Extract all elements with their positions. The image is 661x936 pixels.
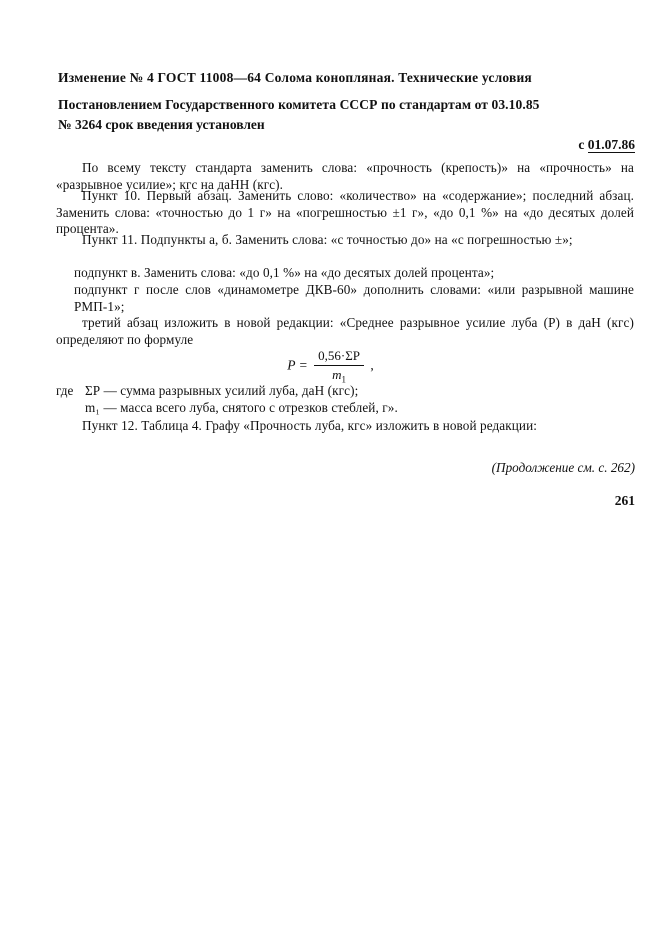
paragraph-6: третий абзац изложить в новой редакции: «Среднее разрывное усилие луба (Р) в даН (кгс) определяют по формуле (56, 315, 634, 347)
effective-date-prefix: с (578, 137, 585, 152)
formula-numerator: 0,56·ΣP (314, 348, 364, 366)
paragraph-2: Пункт 10. Первый абзац. Заменить слово: «количество» на «содержание»; последний абзац. Заменить слова: «точностью до 1 г» на «погрешностью ±1 г», «до 0,1 %» на «до десятых долей процента». (56, 188, 634, 237)
formula-denominator (314, 366, 364, 385)
definition-2: m₁ — масса всего луба, снятого с отрезков стеблей, г». (85, 400, 398, 415)
document-subtitle-line-2: № 3264 срок введения установлен (58, 117, 265, 132)
formula-denominator-subscript: 1 (341, 374, 346, 385)
paragraph-4: подпункт в. Заменить слова: «до 0,1 %» на «до десятых долей процента»; (74, 265, 495, 280)
effective-date-value: 01.07.86 (587, 137, 635, 152)
where-label: где (56, 383, 74, 398)
closing-paragraph: Пункт 12. Таблица 4. Графу «Прочность луба, кгс» изложить в новой редакции: (82, 418, 538, 433)
document-subtitle-line-1: Постановлением Государственного комитета СССР по стандартам от 03.10.85 (58, 97, 540, 112)
document-title: Изменение № 4 ГОСТ 11008—64 Солома конопляная. Технические условия (58, 70, 532, 85)
formula-fraction (314, 348, 364, 385)
page-number: 261 (614, 493, 635, 508)
formula-block (0, 348, 661, 385)
continuation-note: (Продолжение см. с. 262) (491, 460, 635, 475)
paragraph-1: По всему тексту стандарта заменить слова: «прочность (крепость)» на «прочность» на «разрывное усилие»; кгс на даНН (кгс). (56, 160, 634, 192)
effective-date (578, 137, 635, 153)
paragraph-3: Пункт 11. Подпункты а, б. Заменить слова: «с точностью до» на «с погрешностью ±»; (82, 232, 573, 247)
definition-1: ΣР — сумма разрывных усилий луба, даН (кгс); (85, 383, 359, 398)
formula-denominator-symbol: m (332, 367, 342, 382)
formula-lhs: P = (287, 357, 308, 373)
paragraph-5: подпункт г после слов «динамометре ДКВ-60» дополнить словами: «или разрывной машине РМП-1»; (74, 282, 634, 314)
formula-trailing-comma: , (370, 357, 374, 373)
